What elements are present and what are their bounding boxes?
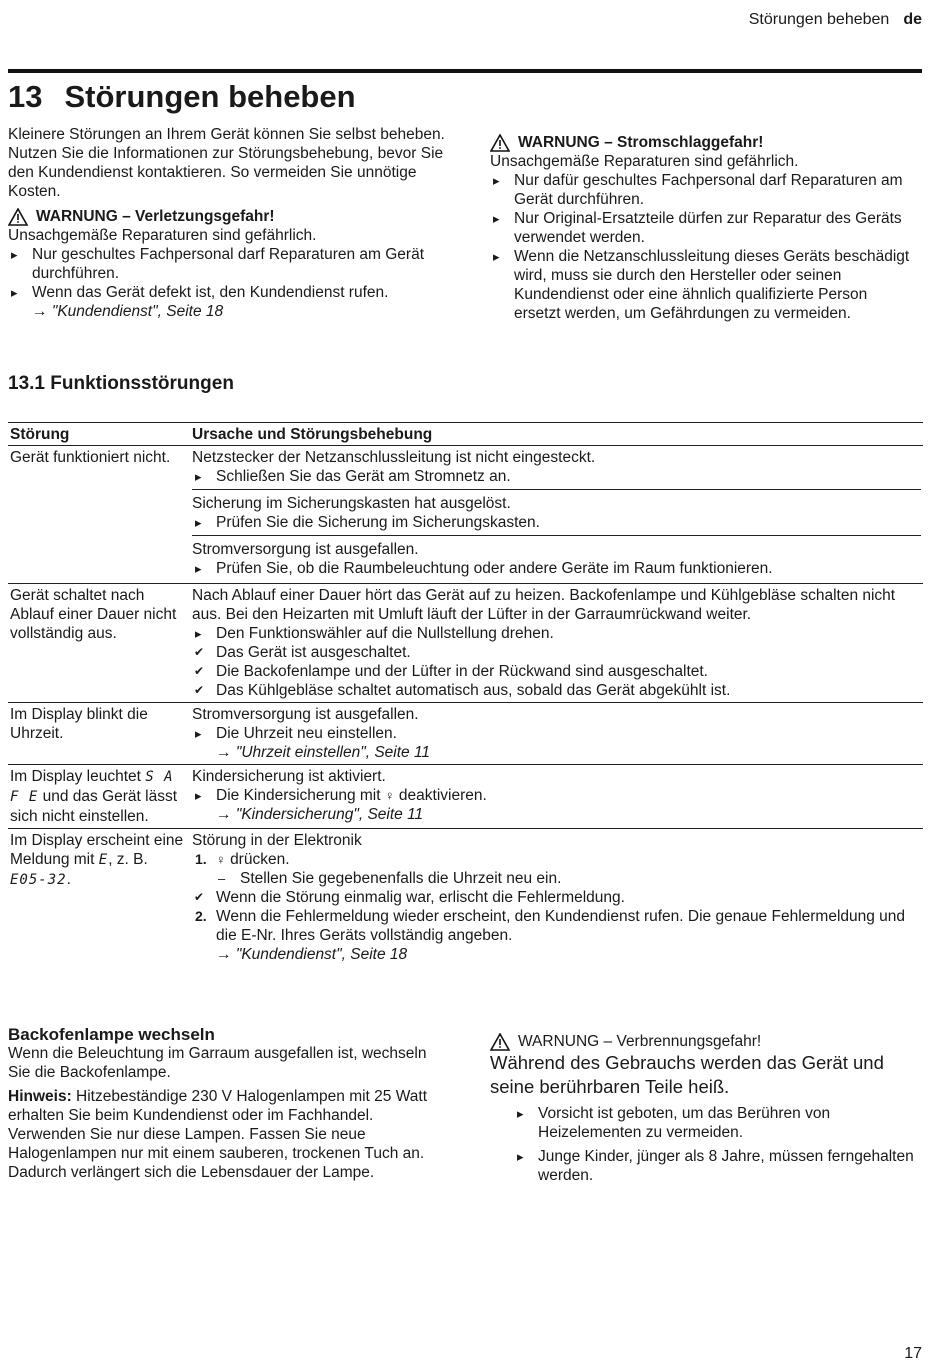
warning-electric <box>490 133 915 323</box>
warning-triangle-icon <box>8 208 28 226</box>
warning-injury-list <box>8 245 448 302</box>
result-item: ✔ Die Backofenlampe und der Lüfter in der Rückwand sind ausgeschaltet. <box>192 662 921 681</box>
list-item: ▸ Junge Kinder, jünger als 8 Jahre, müssen ferngehalten werden. <box>514 1147 920 1185</box>
chapter-number: 13 <box>8 79 43 114</box>
list-item: ▸ Wenn das Gerät defekt ist, den Kundendienst rufen. <box>8 283 448 302</box>
cause-block: Netzstecker der Netzanschlussleitung ist nicht eingesteckt. ▸ Schließen Sie das Gerät am Stromnetz an. <box>192 448 921 490</box>
list-item: ▸ Vorsicht ist geboten, um das Berühren von Heizelementen zu vermeiden. <box>514 1104 920 1142</box>
chapter-title <box>8 78 356 116</box>
column-header-fault: Störung <box>8 423 190 446</box>
warning-burn-text: Während des Gebrauchs werden das Gerät und seine berührbaren Teile heiß. <box>490 1052 884 1097</box>
list-item: – Stellen Sie gegebenenfalls die Uhrzeit neu ein. <box>192 869 921 888</box>
cross-reference-link[interactable]: → "Kindersicherung", Seite 11 <box>192 805 921 824</box>
warning-burn-title: WARNUNG – Verbrennungsgefahr! <box>490 1032 920 1051</box>
cause-cell: Stromversorgung ist ausgefallen. ▸ Die Uhrzeit neu einstellen. → "Uhrzeit einstellen", Seite 11 <box>190 703 923 765</box>
table-row <box>8 584 923 703</box>
lamp-title: Backofenlampe wechseln <box>8 1025 215 1044</box>
list-item: ▸ Den Funktionswähler auf die Nullstellung drehen. <box>192 624 921 643</box>
warning-electric-list <box>490 171 915 323</box>
warning-triangle-icon <box>490 1033 510 1051</box>
step-item: 2. Wenn die Fehlermeldung wieder erscheint, den Kundendienst rufen. Die genaue Fehlermeldung und die E-Nr. Ihres Geräts vollständig angeben. <box>192 907 921 945</box>
list-item: ▸ Nur Original-Ersatzteile dürfen zur Reparatur des Geräts verwendet werden. <box>490 209 915 247</box>
running-header <box>749 10 922 29</box>
cause-cell: Störung in der Elektronik 1. ♀ drücken. – Stellen Sie gegebenenfalls die Uhrzeit neu ein. ✔ Wenn die Störung einmalig war, erlischt die Fehlermeldung. 2. Wenn die Fehlermeldung wieder erscheint, den Kundendienst rufen. Die genaue Fehlermeldung und die E-Nr. Ihres Geräts vollständig angeben. → "Kundendienst", Seite 18 <box>190 829 923 967</box>
result-item: ✔ Das Gerät ist ausgeschaltet. <box>192 643 921 662</box>
fault-cell: Im Display leuchtet S A F E und das Gerät lässt sich nicht einstellen. <box>8 765 190 829</box>
cause-cell: Nach Ablauf einer Dauer hört das Gerät auf zu heizen. Backofenlampe und Kühlgebläse schalten nicht aus. Bei den Heizarten mit Umluft läuft der Lüfter in der Garraumrückwand weiter. ▸ Den Funktionswähler auf die Nullstellung drehen. ✔ Das Gerät ist ausgeschaltet. ✔ Die Backofenlampe und der Lüfter in der Rückwand sind ausgeschaltet. ✔ Das Kühlgebläse schaltet automatisch aus, sobald das Gerät abgekühlt ist. <box>190 584 923 703</box>
header-lang: de <box>903 11 922 28</box>
warning-injury <box>8 207 448 321</box>
list-item: ▸ Nur geschultes Fachpersonal darf Reparaturen am Gerät durchführen. <box>8 245 448 283</box>
display-code: E05-32 <box>10 872 67 888</box>
section-number: 13.1 <box>8 373 45 394</box>
table-header-row <box>8 423 923 446</box>
cause-cell <box>190 446 923 584</box>
list-item: ▸ Prüfen Sie die Sicherung im Sicherungskasten. <box>192 513 921 532</box>
column-header-cause: Ursache und Störungsbehebung <box>190 423 923 446</box>
fault-cell: Im Display blinkt die Uhrzeit. <box>8 703 190 765</box>
intro-column <box>8 125 448 321</box>
fault-table <box>8 422 923 966</box>
cause-block: Stromversorgung ist ausgefallen. ▸ Prüfen Sie, ob die Raumbeleuchtung oder andere Geräte im Raum funktionieren. <box>192 540 921 581</box>
section-title-text: Funktionsstörungen <box>50 373 234 394</box>
warning-injury-text: Unsachgemäße Reparaturen sind gefährlich. <box>8 227 317 244</box>
warning-electric-text: Unsachgemäße Reparaturen sind gefährlich. <box>490 153 799 170</box>
list-item: ▸ Die Kindersicherung mit ♀ deaktivieren. <box>192 786 921 805</box>
list-item: ▸ Wenn die Netzanschlussleitung dieses Geräts beschädigt wird, muss sie durch den Hersteller oder seinen Kundendienst oder eine ähnlich qualifizierte Person ersetzt werden, um Gefährdungen zu vermeiden. <box>490 247 915 323</box>
list-item: ▸ Schließen Sie das Gerät am Stromnetz an. <box>192 467 921 486</box>
list-item: ▸ Die Uhrzeit neu einstellen. <box>192 724 921 743</box>
cause-cell: Kindersicherung ist aktiviert. ▸ Die Kindersicherung mit ♀ deaktivieren. → "Kindersicherung", Seite 11 <box>190 765 923 829</box>
result-item: ✔ Wenn die Störung einmalig war, erlischt die Fehlermeldung. <box>192 888 921 907</box>
result-item: ✔ Das Kühlgebläse schaltet automatisch aus, sobald das Gerät abgekühlt ist. <box>192 681 921 700</box>
display-code: E <box>98 852 109 868</box>
header-section: Störungen beheben <box>748 11 890 28</box>
header-rule <box>8 69 922 73</box>
table-row <box>8 703 923 765</box>
list-item: ▸ Nur dafür geschultes Fachpersonal darf Reparaturen am Gerät durchführen. <box>490 171 915 209</box>
table-row <box>8 829 923 967</box>
cross-reference-link[interactable]: → "Kundendienst", Seite 18 <box>192 945 921 964</box>
section-title <box>8 372 234 396</box>
intro-text: Kleinere Störungen an Ihrem Gerät können Sie selbst beheben. Nutzen Sie die Informationen zur Störungsbehebung, bevor Sie den Kundendienst kontaktieren. So vermeiden Sie unnötige Kosten. <box>8 126 445 200</box>
list-item: ▸ Prüfen Sie, ob die Raumbeleuchtung oder andere Geräte im Raum funktionieren. <box>192 559 921 578</box>
cross-reference-link[interactable]: → "Uhrzeit einstellen", Seite 11 <box>192 743 921 762</box>
fault-cell: Im Display erscheint eine Meldung mit E, z. B. E05-32. <box>10 832 184 888</box>
lamp-note: Hinweis: Hitzebeständige 230 V Halogenlampen mit 25 Watt erhalten Sie beim Kundendienst oder im Fachhandel. Verwenden Sie nur diese Lampen. Fassen Sie neue Halogenlampen nur mit einem sauberen, trockenen Tuch an. Dadurch verlängert sich die Lebensdauer der Lampe. <box>8 1088 428 1181</box>
cause-block: Sicherung im Sicherungskasten hat ausgelöst. ▸ Prüfen Sie die Sicherung im Sicherungskasten. <box>192 494 921 536</box>
warning-injury-title: WARNUNG – Verletzungsgefahr! <box>8 207 448 226</box>
chapter-title-text: Störungen beheben <box>64 79 356 114</box>
table-row <box>8 446 923 584</box>
warning-triangle-icon <box>490 134 510 152</box>
lamp-text: Wenn die Beleuchtung im Garraum ausgefallen ist, wechseln Sie die Backofenlampe. <box>8 1045 427 1081</box>
page-number: 17 <box>904 1345 922 1362</box>
fault-cell: Gerät schaltet nach Ablauf einer Dauer nicht vollständig aus. <box>8 584 190 703</box>
lamp-section <box>8 1025 438 1182</box>
warning-burn-list <box>490 1104 920 1185</box>
warning-electric-title: WARNUNG – Stromschlaggefahr! <box>490 133 915 152</box>
warning-burn <box>490 1032 920 1185</box>
display-code: S A F E <box>10 769 174 805</box>
fault-cell: Gerät funktioniert nicht. <box>8 446 190 584</box>
lightbulb-icon: ♀ <box>216 852 226 867</box>
step-item: 1. ♀ drücken. <box>192 850 921 869</box>
table-row <box>8 765 923 829</box>
lightbulb-icon: ♀ <box>384 788 395 803</box>
cross-reference-link[interactable]: → "Kundendienst", Seite 18 <box>8 302 448 321</box>
